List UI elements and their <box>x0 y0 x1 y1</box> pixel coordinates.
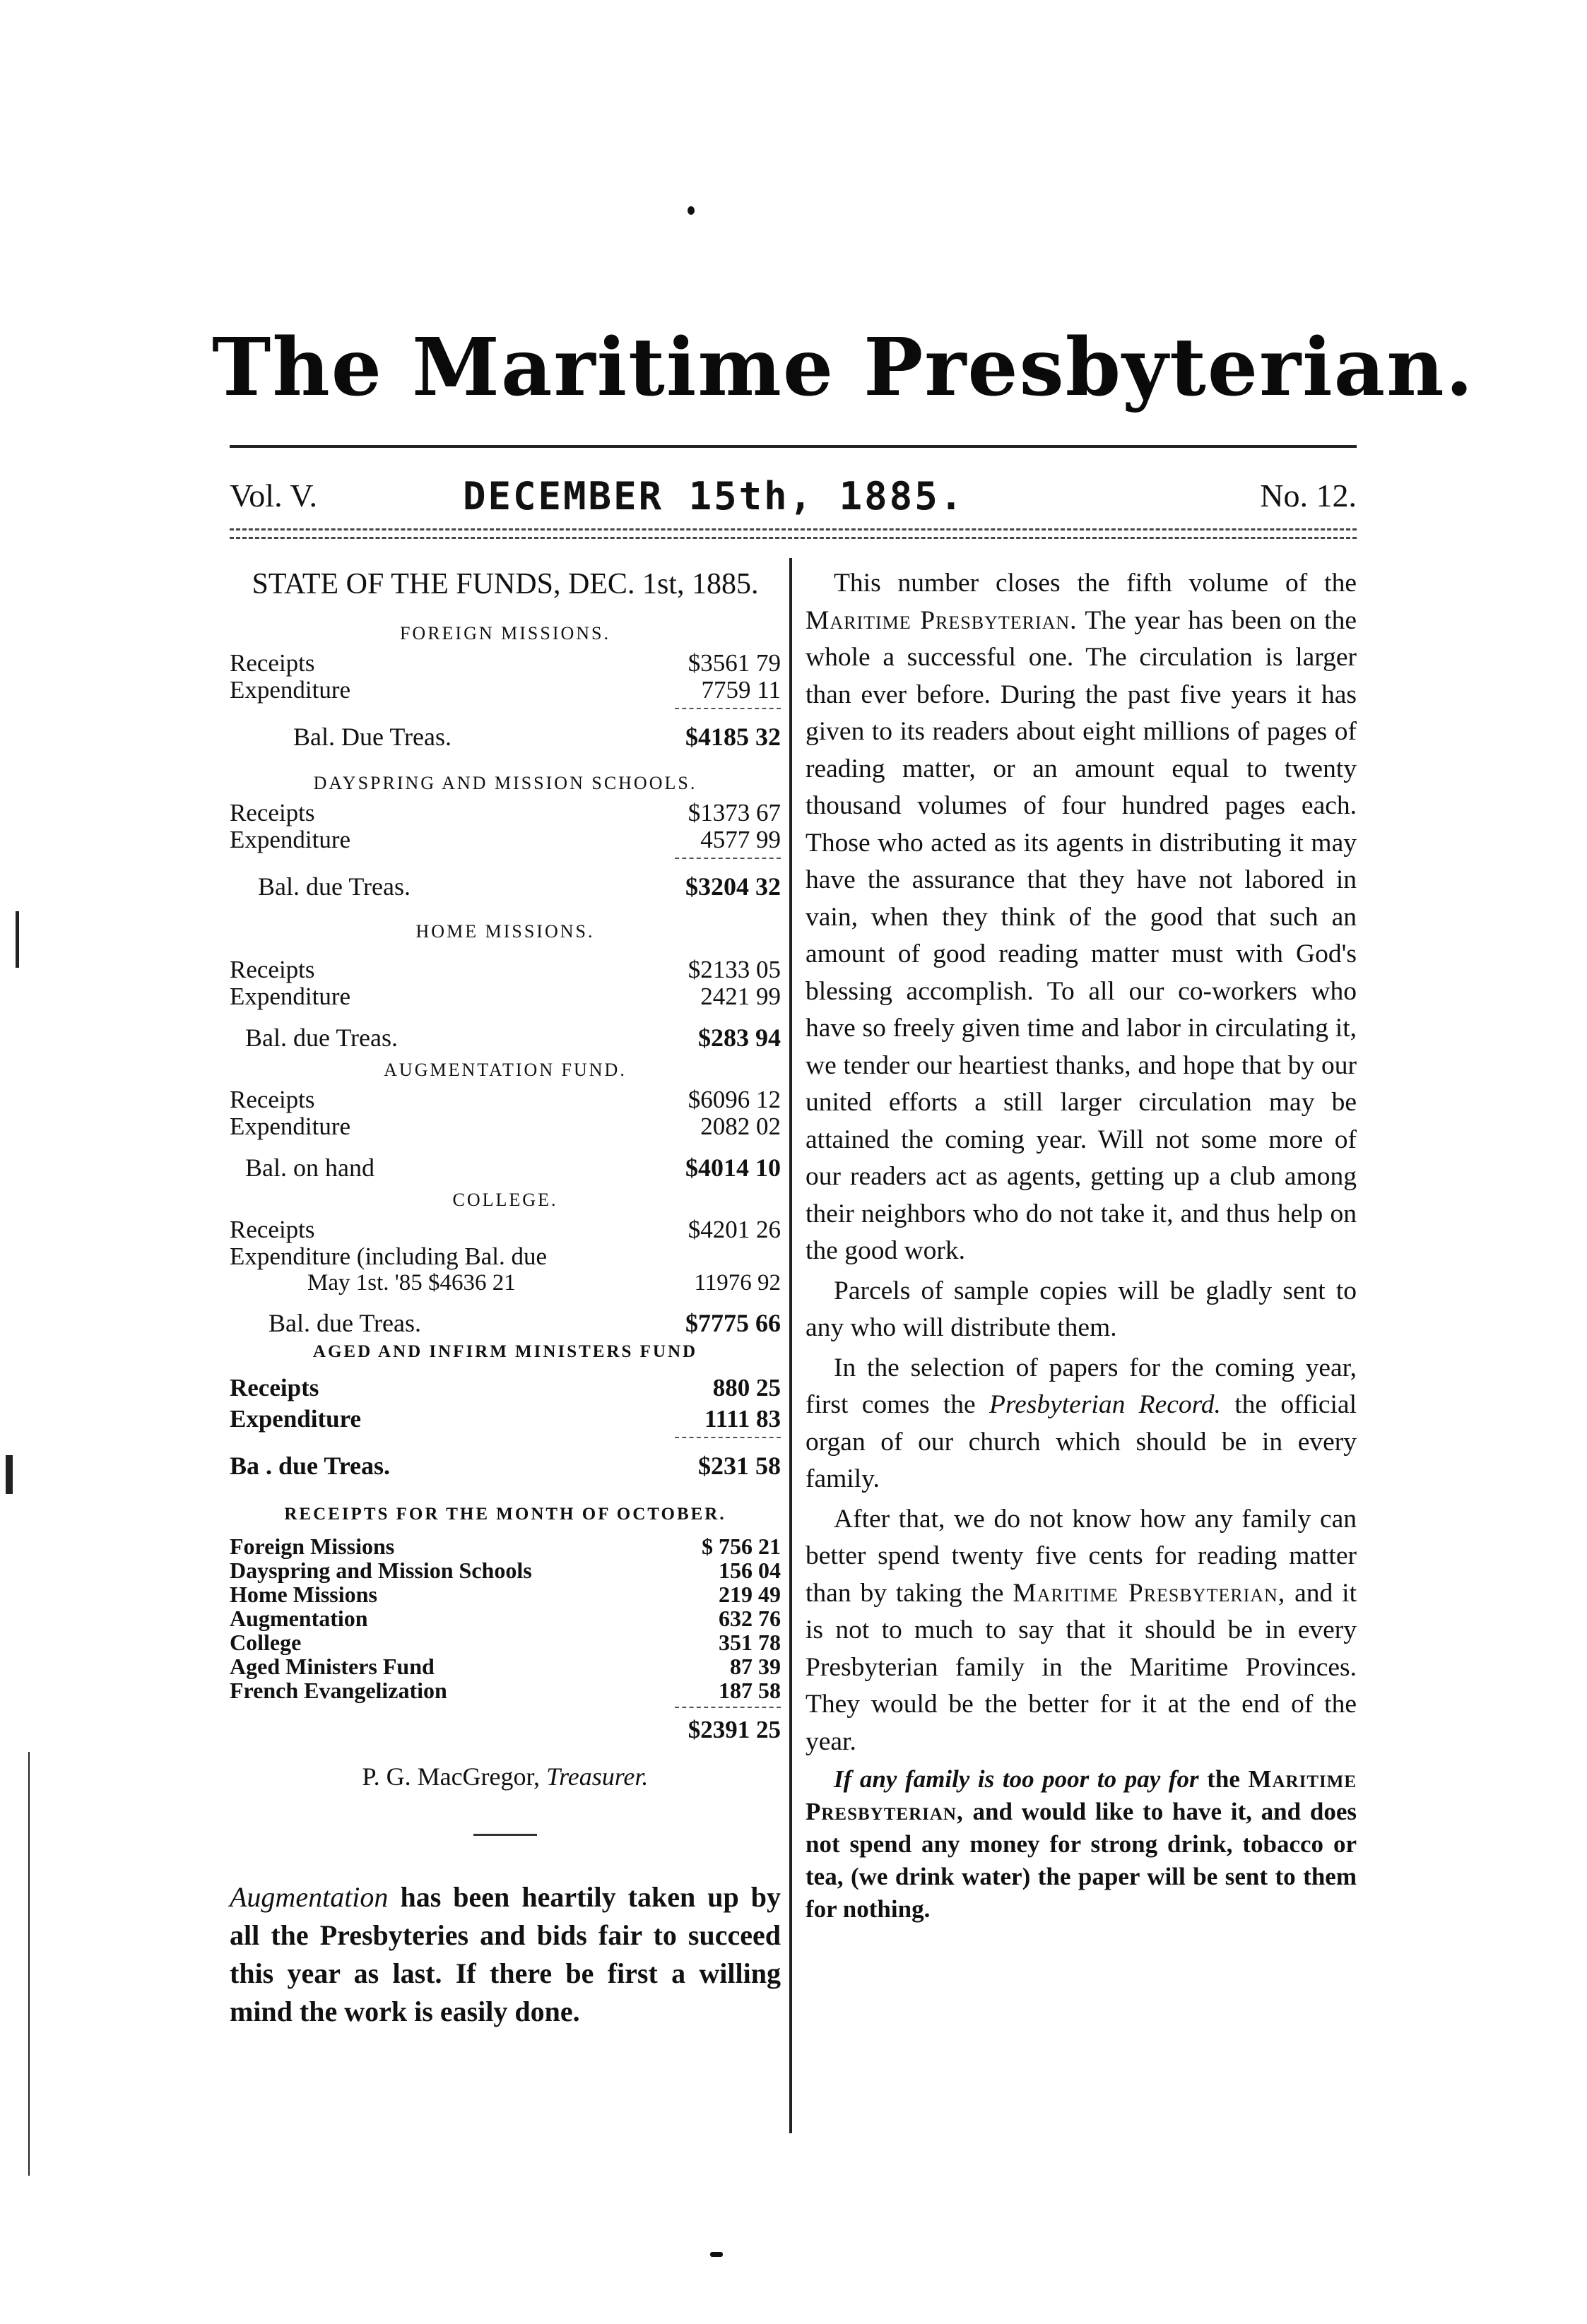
ledger-label: Expenditure <box>230 1113 351 1140</box>
masthead-rule <box>230 445 1357 448</box>
article-text: In the selection of papers for the coming year, first comes the <box>806 1353 1357 1419</box>
article-text: and it is not to much to say that it should be in every Presbyterian family in the Maritime Provinces. They would be the better for it at the end of the year. <box>806 1578 1357 1756</box>
october-total: $2391 25 <box>688 1716 781 1743</box>
section-heading: DAYSPRING AND MISSION SCHOOLS. <box>313 773 697 793</box>
ledger-amount: $231 58 <box>698 1452 781 1480</box>
ledger-row <box>230 1375 781 1401</box>
ledger-label: Bal. due Treas. <box>269 1309 421 1337</box>
ledger-amount: $4201 26 <box>688 1216 781 1243</box>
ledger-amount: $3204 32 <box>685 872 781 901</box>
october-receipt-row <box>230 1678 781 1702</box>
ledger-amount: $4014 10 <box>685 1154 781 1182</box>
october-receipt-row <box>230 1558 781 1582</box>
ledger-row <box>230 826 781 853</box>
section-heading: AUGMENTATION FUND. <box>384 1060 627 1080</box>
sum-rule <box>675 858 781 859</box>
ledger-label: Bal. due Treas. <box>245 1024 398 1052</box>
october-receipt-row <box>230 1534 781 1558</box>
ledger-label: Foreign Missions <box>230 1534 395 1559</box>
treasurer-title: Treasurer. <box>546 1762 649 1791</box>
balance-row <box>230 1310 781 1336</box>
section-heading: FOREIGN MISSIONS. <box>399 623 611 644</box>
ledger-row <box>230 677 781 704</box>
ledger-label: Receipts <box>230 956 315 983</box>
ledger-amount: 1111 83 <box>704 1405 781 1433</box>
margin-mark <box>28 1752 30 2176</box>
october-receipts-list <box>230 1534 781 1702</box>
article-text: the official organ of our church which should be in every family. <box>806 1390 1357 1493</box>
ledger-label: Receipts <box>230 1216 315 1243</box>
article-paragraph <box>806 1763 1357 1926</box>
sum-rule <box>675 1707 781 1708</box>
ledger-row <box>230 1406 781 1433</box>
sum-rule <box>675 708 781 709</box>
ledger-label: Expenditure <box>230 983 351 1010</box>
ledger-label: College <box>230 1630 302 1655</box>
ledger-label: Home Missions <box>230 1582 377 1607</box>
masthead-title: The Maritime Presbyterian. <box>212 321 1475 414</box>
ledger-label: Receipts <box>230 1374 319 1401</box>
article-column <box>806 565 1357 1928</box>
ink-dot <box>710 2252 723 2257</box>
augmentation-note-lead: Augmentation <box>230 1881 389 1913</box>
october-receipt-row <box>230 1582 781 1606</box>
ledger-amount: 156 04 <box>719 1558 781 1583</box>
october-receipt-row <box>230 1630 781 1654</box>
balance-row <box>230 873 781 900</box>
article-text: the <box>1207 1765 1240 1793</box>
section-heading: COLLEGE. <box>452 1190 558 1210</box>
ledger-row <box>230 800 781 826</box>
ledger-amount: $1373 67 <box>688 799 781 826</box>
issue-date: DECEMBER 15th, 1885. <box>463 474 965 518</box>
ledger-row <box>230 1216 781 1243</box>
ledger-row <box>230 983 781 1010</box>
volume-number: Vol. V. <box>230 478 318 514</box>
ledger-amount: $3561 79 <box>688 649 781 677</box>
article-paragraph <box>806 565 1357 1270</box>
balance-row <box>230 723 781 750</box>
ledger-row <box>230 1243 781 1270</box>
ledger-label: Bal. Due Treas. <box>293 723 452 751</box>
ledger-label: Expenditure (including Bal. due <box>230 1243 548 1270</box>
column-divider <box>789 558 792 2133</box>
ledger-label: Expenditure <box>230 826 351 853</box>
ledger-row <box>230 650 781 677</box>
ledger-row <box>230 1113 781 1140</box>
article-paragraph <box>806 1273 1357 1347</box>
margin-mark <box>6 1455 13 1494</box>
ledger-amount: $283 94 <box>698 1024 781 1052</box>
ledger-label: French Evangelization <box>230 1678 447 1703</box>
funds-column <box>230 565 781 2031</box>
ledger-amount: 880 25 <box>712 1374 781 1401</box>
funds-title: STATE OF THE FUNDS, DEC. 1st, 1885. <box>252 568 759 600</box>
ledger-label: Bal. due Treas. <box>258 872 411 901</box>
sum-rule <box>675 1437 781 1438</box>
ledger-label: Aged Ministers Fund <box>230 1654 435 1679</box>
issue-rule <box>230 537 1357 539</box>
ledger-label: Ba . due Treas. <box>230 1452 391 1480</box>
balance-row <box>230 1154 781 1181</box>
treasurer-signature <box>230 1762 781 1791</box>
ledger-amount: 187 58 <box>719 1678 781 1703</box>
ledger-amount: $2133 05 <box>688 956 781 983</box>
article-text: Parcels of sample copies will be gladly sent to any who will distribute them. <box>806 1276 1357 1342</box>
balance-row <box>230 1452 781 1479</box>
ledger-label: Receipts <box>230 799 315 826</box>
augmentation-note <box>230 1878 781 2031</box>
issue-line <box>230 474 1357 519</box>
article-paragraph <box>806 1501 1357 1761</box>
ledger-amount: 632 76 <box>719 1606 781 1631</box>
ledger-amount: 7759 11 <box>701 676 781 704</box>
ledger-amount: 11976 92 <box>694 1270 781 1296</box>
ledger-label: Augmentation <box>230 1606 368 1631</box>
ledger-amount: 219 49 <box>719 1582 781 1607</box>
publication-name: Maritime Presbyterian. <box>806 605 1078 635</box>
ledger-amount: $ 756 21 <box>702 1534 781 1559</box>
article-text: This number closes the fifth volume of the <box>834 569 1357 598</box>
october-receipt-row <box>230 1654 781 1678</box>
ledger-label: Receipts <box>230 649 315 677</box>
ledger-row <box>230 956 781 983</box>
ledger-label: May 1st. '85 $4636 21 <box>307 1270 516 1296</box>
ledger-amount: $6096 12 <box>688 1086 781 1113</box>
article-paragraph <box>806 1350 1357 1498</box>
augmentation-note-text: has been heartily taken up by all the Presbyteries and bids fair to succeed this year as last. If there be first a willing mind the work is easily done. <box>230 1881 781 2027</box>
ledger-row <box>230 1086 781 1113</box>
section-heading: RECEIPTS FOR THE MONTH OF OCTOBER. <box>284 1505 726 1524</box>
section-divider <box>473 1834 537 1836</box>
article-text: After that, we do not know how any family can better spend twenty five cents for reading matter than by taking the <box>806 1504 1357 1608</box>
article-text: If any family is too poor to pay for <box>834 1765 1199 1793</box>
article-text: and would like to have it, and does not spend any money for strong drink, tobacco or tea, (we drink water) the paper will be sent to them for nothing. <box>806 1798 1357 1923</box>
ledger-amount: 4577 99 <box>700 826 781 853</box>
ledger-subrow <box>230 1270 781 1296</box>
publication-name: Presbyterian Record. <box>989 1390 1221 1419</box>
publication-name: Maritime Presbyterian, <box>806 1765 1357 1825</box>
ledger-label: Expenditure <box>230 1405 362 1433</box>
ledger-amount: 351 78 <box>719 1630 781 1655</box>
total-row <box>230 1717 781 1743</box>
ledger-label: Expenditure <box>230 676 351 704</box>
article-text: The year has been on the whole a successful one. The circulation is larger than ever before. During the past five years it has given to its readers about eight millions of pages of reading matter, or an amount equal to twenty thousand volumes of four hundred pages each. Those who acted as its agents in distributing it may have the assurance that they have not labored in vain, when they think of the good that such an amount of good reading matter must with God's blessing accomplish. To all our co-workers who have so freely given time and labor in circulating it, we tender our heartiest thanks, and hope that by our united efforts a still larger circulation may be attained the coming year. Will not some more of our readers act as agents, getting up a club among their neighbors who do not take it, and thus help on the good work. <box>806 605 1357 1265</box>
ledger-amount: 87 39 <box>730 1654 781 1679</box>
treasurer-name: P. G. MacGregor, <box>362 1762 541 1791</box>
ledger-amount: 2421 99 <box>700 983 781 1010</box>
section-heading: HOME MISSIONS. <box>415 921 595 942</box>
section-heading: AGED AND INFIRM MINISTERS FUND <box>312 1342 698 1361</box>
ink-dot <box>688 206 695 215</box>
ledger-amount: 2082 02 <box>700 1113 781 1140</box>
ledger-label: Receipts <box>230 1086 315 1113</box>
publication-name: Maritime Presbyterian, <box>1013 1578 1286 1608</box>
balance-row <box>230 1024 781 1051</box>
ledger-label: Bal. on hand <box>245 1154 374 1182</box>
october-receipt-row <box>230 1606 781 1630</box>
issue-rule <box>230 528 1357 530</box>
ledger-amount: $4185 32 <box>685 723 781 751</box>
margin-mark <box>16 911 19 968</box>
ledger-label: Dayspring and Mission Schools <box>230 1558 532 1583</box>
issue-number: No. 12. <box>1260 478 1357 514</box>
ledger-amount: $7775 66 <box>685 1309 781 1337</box>
